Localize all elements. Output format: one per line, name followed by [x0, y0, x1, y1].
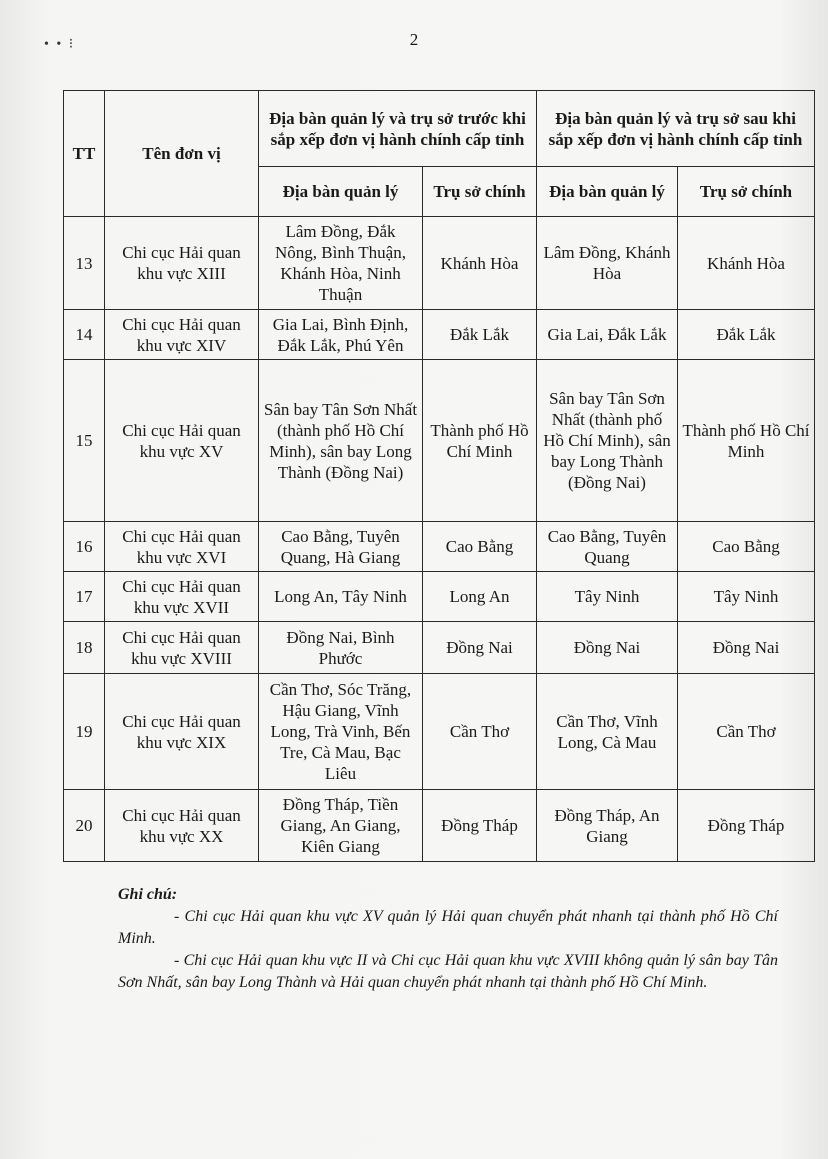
row-number: 15: [64, 360, 105, 522]
note-item: - Chi cục Hải quan khu vực II và Chi cục Hải quan khu vực XVIII không quản lý sân bay Tân Sơn Nhất, sân bay Long Thành và Hải quan chuyển phát nhanh tại thành phố Hồ Chí Minh.: [118, 952, 778, 991]
row-number: 16: [64, 522, 105, 572]
area-after-cell: Cần Thơ, Vĩnh Long, Cà Mau: [537, 674, 678, 790]
hq-after-cell: Tây Ninh: [678, 572, 815, 622]
unit-name-cell: Chi cục Hải quan khu vực XVIII: [105, 622, 259, 674]
notes-title: Ghi chú:: [118, 886, 178, 903]
note-item: - Chi cục Hải quan khu vực XV quản lý Hải quan chuyển phát nhanh tại thành phố Hồ Chí Minh.: [118, 908, 778, 947]
customs-units-table: [63, 90, 815, 862]
table-row: [64, 572, 815, 622]
area-after-cell: Lâm Đồng, Khánh Hòa: [537, 217, 678, 310]
table-row: [64, 622, 815, 674]
header-before-group: Địa bàn quản lý và trụ sở trước khi sắp xếp đơn vị hành chính cấp tỉnh: [259, 91, 537, 167]
table-row: [64, 790, 815, 862]
header-unit-name: Tên đơn vị: [105, 91, 259, 217]
hq-before-cell: Đồng Tháp: [423, 790, 537, 862]
area-after-cell: Gia Lai, Đắk Lắk: [537, 310, 678, 360]
header-row-1: [64, 91, 815, 167]
hq-before-cell: Thành phố Hồ Chí Minh: [423, 360, 537, 522]
unit-name-cell: Chi cục Hải quan khu vực XVI: [105, 522, 259, 572]
area-after-cell: Đồng Nai: [537, 622, 678, 674]
hq-after-cell: Đắk Lắk: [678, 310, 815, 360]
header-tt: TT: [64, 91, 105, 217]
hq-before-cell: Khánh Hòa: [423, 217, 537, 310]
header-hq-before: Trụ sở chính: [423, 167, 537, 217]
area-before-cell: Đồng Nai, Bình Phước: [259, 622, 423, 674]
hq-after-cell: Thành phố Hồ Chí Minh: [678, 360, 815, 522]
unit-name-cell: Chi cục Hải quan khu vực XX: [105, 790, 259, 862]
corner-marks: • • ⁝: [44, 37, 76, 52]
unit-name-cell: Chi cục Hải quan khu vực XV: [105, 360, 259, 522]
hq-after-cell: Cần Thơ: [678, 674, 815, 790]
area-after-cell: Đồng Tháp, An Giang: [537, 790, 678, 862]
unit-name-cell: Chi cục Hải quan khu vực XIII: [105, 217, 259, 310]
area-after-cell: Cao Bằng, Tuyên Quang: [537, 522, 678, 572]
hq-after-cell: Đồng Nai: [678, 622, 815, 674]
area-before-cell: Đồng Tháp, Tiền Giang, An Giang, Kiên Giang: [259, 790, 423, 862]
area-before-cell: Gia Lai, Bình Định, Đắk Lắk, Phú Yên: [259, 310, 423, 360]
table-row: [64, 310, 815, 360]
hq-before-cell: Đồng Nai: [423, 622, 537, 674]
hq-after-cell: Khánh Hòa: [678, 217, 815, 310]
hq-after-cell: Cao Bằng: [678, 522, 815, 572]
notes-section: [118, 884, 778, 994]
header-hq-after: Trụ sở chính: [678, 167, 815, 217]
unit-name-cell: Chi cục Hải quan khu vực XVII: [105, 572, 259, 622]
header-area-before: Địa bàn quản lý: [259, 167, 423, 217]
hq-after-cell: Đồng Tháp: [678, 790, 815, 862]
header-after-group: Địa bàn quản lý và trụ sở sau khi sắp xếp đơn vị hành chính cấp tỉnh: [537, 91, 815, 167]
page-number: 2: [409, 30, 419, 49]
unit-name-cell: Chi cục Hải quan khu vực XIV: [105, 310, 259, 360]
unit-name-cell: Chi cục Hải quan khu vực XIX: [105, 674, 259, 790]
area-before-cell: Cao Bằng, Tuyên Quang, Hà Giang: [259, 522, 423, 572]
hq-before-cell: Đắk Lắk: [423, 310, 537, 360]
row-number: 13: [64, 217, 105, 310]
hq-before-cell: Cần Thơ: [423, 674, 537, 790]
row-number: 19: [64, 674, 105, 790]
area-before-cell: Lâm Đồng, Đắk Nông, Bình Thuận, Khánh Hòa, Ninh Thuận: [259, 217, 423, 310]
row-number: 20: [64, 790, 105, 862]
area-before-cell: Cần Thơ, Sóc Trăng, Hậu Giang, Vĩnh Long, Trà Vinh, Bến Tre, Cà Mau, Bạc Liêu: [259, 674, 423, 790]
row-number: 17: [64, 572, 105, 622]
table-row: [64, 522, 815, 572]
area-after-cell: Tây Ninh: [537, 572, 678, 622]
area-before-cell: Long An, Tây Ninh: [259, 572, 423, 622]
header-area-after: Địa bàn quản lý: [537, 167, 678, 217]
hq-before-cell: Cao Bằng: [423, 522, 537, 572]
table-row: [64, 217, 815, 310]
row-number: 18: [64, 622, 105, 674]
area-after-cell: Sân bay Tân Sơn Nhất (thành phố Hồ Chí Minh), sân bay Long Thành (Đồng Nai): [537, 360, 678, 522]
row-number: 14: [64, 310, 105, 360]
area-before-cell: Sân bay Tân Sơn Nhất (thành phố Hồ Chí Minh), sân bay Long Thành (Đồng Nai): [259, 360, 423, 522]
table-row: [64, 360, 815, 522]
hq-before-cell: Long An: [423, 572, 537, 622]
table-row: [64, 674, 815, 790]
